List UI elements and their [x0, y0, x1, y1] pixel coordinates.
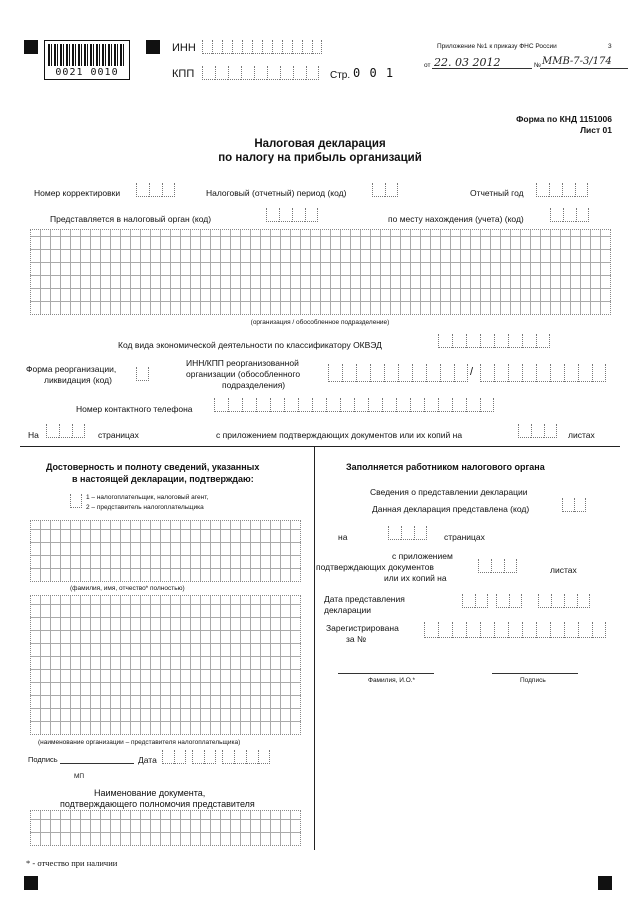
- input-cell[interactable]: [267, 66, 280, 80]
- organization-name-grid[interactable]: [30, 229, 611, 315]
- input-cell[interactable]: [215, 66, 228, 80]
- input-cell[interactable]: [204, 750, 216, 764]
- input-cell[interactable]: [328, 364, 342, 382]
- input-cell[interactable]: [536, 183, 549, 197]
- input-cell[interactable]: [340, 398, 354, 412]
- input-cell[interactable]: [564, 622, 578, 638]
- reorg-inn-label-1: ИНН/КПП реорганизованной: [186, 358, 299, 368]
- input-cell[interactable]: [522, 622, 536, 638]
- page-value: 0 0 1: [353, 66, 395, 80]
- input-cell[interactable]: [254, 66, 267, 80]
- input-cell[interactable]: [509, 594, 522, 608]
- corner-marker-bottom-left: [24, 876, 38, 890]
- corner-marker-top-left: [24, 40, 38, 54]
- input-cell[interactable]: [494, 364, 508, 382]
- input-cell[interactable]: [508, 622, 522, 638]
- input-cell[interactable]: [293, 66, 306, 80]
- corner-marker-bottom-right: [598, 876, 612, 890]
- input-cell[interactable]: [266, 208, 279, 222]
- stamp-label: МП: [74, 773, 85, 780]
- input-cell[interactable]: [480, 364, 494, 382]
- input-cell[interactable]: [136, 183, 149, 197]
- reorg-inn-cells[interactable]: [328, 364, 468, 382]
- input-cell[interactable]: [454, 364, 468, 382]
- input-cell[interactable]: [578, 364, 592, 382]
- input-cell[interactable]: [462, 594, 475, 608]
- input-cell[interactable]: [246, 750, 258, 764]
- input-cell[interactable]: [312, 40, 322, 54]
- input-cell[interactable]: [356, 364, 370, 382]
- input-cell[interactable]: [298, 398, 312, 412]
- input-cell[interactable]: [480, 398, 494, 412]
- input-cell[interactable]: [252, 40, 262, 54]
- input-cell[interactable]: [574, 498, 586, 512]
- input-cell[interactable]: [222, 750, 234, 764]
- signature-label: Подпись: [28, 755, 58, 764]
- input-cell[interactable]: [480, 622, 494, 638]
- inn-cells[interactable]: [202, 40, 322, 54]
- office-title: Заполняется работником налогового органа: [346, 462, 545, 472]
- input-cell[interactable]: [563, 208, 576, 222]
- input-cell[interactable]: [575, 183, 588, 197]
- input-cell[interactable]: [326, 398, 340, 412]
- phone-cells[interactable]: [214, 398, 494, 412]
- input-cell[interactable]: [577, 594, 590, 608]
- input-cell[interactable]: [228, 66, 241, 80]
- page-number: 3: [608, 43, 612, 50]
- order-no-label: №: [534, 62, 541, 69]
- input-cell[interactable]: [292, 208, 305, 222]
- input-cell[interactable]: [342, 364, 356, 382]
- knd-code: Форма по КНД 1151006: [516, 114, 612, 124]
- tax-period-cells[interactable]: [372, 183, 398, 197]
- officer-sign-line[interactable]: [492, 673, 578, 674]
- tax-authority-label: Представляется в налоговый орган (код): [50, 214, 212, 224]
- signature-line[interactable]: [60, 763, 134, 764]
- input-cell[interactable]: [232, 40, 242, 54]
- column-divider: [314, 446, 315, 850]
- input-cell[interactable]: [466, 622, 480, 638]
- input-cell[interactable]: [401, 526, 414, 540]
- tax-period-label: Налоговый (отчетный) период (код): [206, 188, 347, 198]
- fio-caption: (фамилия, имя, отчество* полностью): [70, 585, 185, 592]
- representative-org-caption: (наименование организации – представителя налогоплательщика): [38, 739, 241, 746]
- input-cell[interactable]: [368, 398, 382, 412]
- registered-label-2: за №: [346, 634, 367, 644]
- input-cell[interactable]: [592, 364, 606, 382]
- signer-option-2: 2 – представитель налогоплательщика: [86, 504, 204, 511]
- report-year-label: Отчетный год: [470, 188, 524, 198]
- input-cell[interactable]: [312, 398, 326, 412]
- input-cell[interactable]: [388, 526, 401, 540]
- input-cell[interactable]: [508, 334, 522, 348]
- input-cell[interactable]: [578, 622, 592, 638]
- reorg-inn-label-2: организации (обособленного: [186, 369, 301, 379]
- location-cells[interactable]: [550, 208, 589, 222]
- input-cell[interactable]: [398, 364, 412, 382]
- date-day-cells[interactable]: [162, 750, 186, 764]
- input-cell[interactable]: [270, 398, 284, 412]
- input-cell[interactable]: [480, 334, 494, 348]
- input-cell[interactable]: [262, 40, 272, 54]
- input-cell[interactable]: [536, 334, 550, 348]
- input-cell[interactable]: [396, 398, 410, 412]
- inn-label: ИНН: [172, 42, 196, 54]
- corner-marker-top-mid: [146, 40, 160, 54]
- tax-authority-cells[interactable]: [266, 208, 318, 222]
- input-cell[interactable]: [136, 367, 149, 381]
- input-cell[interactable]: [284, 398, 298, 412]
- phone-label: Номер контактного телефона: [76, 404, 193, 414]
- input-cell[interactable]: [522, 334, 536, 348]
- form-title-line2: по налогу на прибыль организаций: [218, 152, 422, 164]
- input-cell[interactable]: [302, 40, 312, 54]
- input-cell[interactable]: [372, 183, 385, 197]
- pages-count-cells[interactable]: [46, 424, 85, 438]
- signer-fio-grid[interactable]: [30, 520, 301, 582]
- input-cell[interactable]: [424, 398, 438, 412]
- input-cell[interactable]: [508, 364, 522, 382]
- input-cell[interactable]: [452, 622, 466, 638]
- submitted-code-cells[interactable]: [562, 498, 586, 512]
- location-label: по месту нахождения (учета) (код): [388, 214, 524, 224]
- input-cell[interactable]: [306, 66, 319, 80]
- section-divider: [20, 446, 620, 447]
- input-cell[interactable]: [440, 364, 454, 382]
- input-cell[interactable]: [242, 40, 252, 54]
- input-cell[interactable]: [72, 424, 85, 438]
- input-cell[interactable]: [564, 594, 577, 608]
- officer-fio-line[interactable]: [338, 673, 434, 674]
- office-attach-3: или их копий на: [384, 573, 447, 583]
- input-cell[interactable]: [466, 398, 480, 412]
- confirm-title-1: Достоверность и полноту сведений, указанных: [46, 462, 260, 472]
- attach-sheets-cells[interactable]: [518, 424, 557, 438]
- representative-org-grid[interactable]: [30, 595, 301, 735]
- input-cell[interactable]: [162, 183, 175, 197]
- barcode: [44, 40, 130, 80]
- input-cell[interactable]: [475, 594, 488, 608]
- input-cell[interactable]: [562, 498, 574, 512]
- reorg-kpp-cells[interactable]: [480, 364, 606, 382]
- input-cell[interactable]: [466, 334, 480, 348]
- office-pages-cells[interactable]: [388, 526, 427, 540]
- input-cell[interactable]: [426, 364, 440, 382]
- kpp-label: КПП: [172, 68, 195, 80]
- input-cell[interactable]: [384, 364, 398, 382]
- authority-doc-label-1: Наименование документа,: [94, 788, 206, 798]
- page-label: Стр.: [330, 70, 351, 81]
- authority-doc-label-2: подтверждающего полномочия представителя: [60, 799, 255, 809]
- input-cell[interactable]: [564, 364, 578, 382]
- reorg-form-label-2: ликвидация (код): [44, 375, 112, 385]
- input-cell[interactable]: [59, 424, 72, 438]
- barcode-bars: [48, 44, 126, 66]
- input-cell[interactable]: [256, 398, 270, 412]
- input-cell[interactable]: [550, 622, 564, 638]
- date-month-cells[interactable]: [192, 750, 216, 764]
- input-cell[interactable]: [494, 334, 508, 348]
- registration-number-cells[interactable]: [424, 622, 606, 638]
- input-cell[interactable]: [192, 750, 204, 764]
- input-cell[interactable]: [549, 183, 562, 197]
- input-cell[interactable]: [592, 622, 606, 638]
- input-cell[interactable]: [518, 424, 531, 438]
- pages-on-label: На: [28, 430, 39, 440]
- barcode-number: 0021 0010: [55, 67, 119, 78]
- submit-date-label-1: Дата представления: [324, 594, 405, 604]
- submit-date-month-cells[interactable]: [496, 594, 522, 608]
- input-cell[interactable]: [258, 750, 270, 764]
- submit-date-year-cells[interactable]: [538, 594, 590, 608]
- submission-info: Сведения о представлении декларации: [370, 487, 528, 497]
- input-cell[interactable]: [242, 398, 256, 412]
- input-cell[interactable]: [241, 66, 254, 80]
- input-cell[interactable]: [46, 424, 59, 438]
- input-cell[interactable]: [544, 424, 557, 438]
- reorg-inn-label-3: подразделения): [222, 380, 286, 390]
- okved-cells[interactable]: [438, 334, 550, 348]
- office-attach-2: подтверждающих документов: [316, 562, 434, 572]
- input-cell[interactable]: [522, 364, 536, 382]
- input-cell[interactable]: [280, 66, 293, 80]
- organization-caption: (организация / обособленное подразделение): [250, 319, 390, 326]
- attach-label: с приложением подтверждающих документов или их копий на: [216, 430, 463, 440]
- input-cell[interactable]: [214, 398, 228, 412]
- office-pages-label: страницах: [444, 532, 485, 542]
- input-cell[interactable]: [279, 208, 292, 222]
- order-date: 22. 03 2012: [434, 56, 501, 69]
- input-cell[interactable]: [385, 183, 398, 197]
- input-cell[interactable]: [562, 183, 575, 197]
- form-title-line1: Налоговая декларация: [254, 138, 386, 150]
- input-cell[interactable]: [536, 364, 550, 382]
- input-cell[interactable]: [222, 40, 232, 54]
- input-cell[interactable]: [202, 40, 212, 54]
- submitted-code-label: Данная декларация представлена (код): [372, 504, 530, 514]
- input-cell[interactable]: [410, 398, 424, 412]
- pages-label: страницах: [98, 430, 139, 440]
- input-cell[interactable]: [370, 364, 384, 382]
- signer-option-1: 1 – налогоплательщик, налоговый агент,: [86, 494, 209, 501]
- input-cell[interactable]: [212, 40, 222, 54]
- reorg-form-label-1: Форма реорганизации,: [26, 364, 117, 374]
- date-year-cells[interactable]: [222, 750, 270, 764]
- input-cell[interactable]: [414, 526, 427, 540]
- correction-label: Номер корректировки: [34, 188, 121, 198]
- input-cell[interactable]: [550, 364, 564, 382]
- signer-type-cell[interactable]: [70, 494, 82, 508]
- input-cell[interactable]: [550, 208, 563, 222]
- input-cell[interactable]: [494, 622, 508, 638]
- input-cell[interactable]: [536, 622, 550, 638]
- officer-sign-caption: Подпись: [520, 677, 546, 684]
- input-cell[interactable]: [305, 208, 318, 222]
- input-cell[interactable]: [452, 398, 466, 412]
- input-cell[interactable]: [174, 750, 186, 764]
- input-cell[interactable]: [576, 208, 589, 222]
- input-cell[interactable]: [282, 40, 292, 54]
- input-cell[interactable]: [452, 334, 466, 348]
- input-cell[interactable]: [478, 559, 491, 573]
- sheet-label: Лист 01: [580, 125, 612, 135]
- input-cell[interactable]: [538, 594, 551, 608]
- report-year-cells[interactable]: [536, 183, 588, 197]
- input-cell[interactable]: [496, 594, 509, 608]
- order-no-underline: [540, 68, 628, 69]
- input-cell[interactable]: [272, 40, 282, 54]
- reorg-form-cell[interactable]: [136, 367, 149, 381]
- input-cell[interactable]: [424, 622, 438, 638]
- office-attach-1: с приложением: [392, 551, 453, 561]
- submit-date-label-2: декларации: [324, 605, 372, 615]
- kpp-cells[interactable]: [202, 66, 319, 80]
- input-cell[interactable]: [162, 750, 174, 764]
- input-cell[interactable]: [438, 622, 452, 638]
- authority-doc-grid[interactable]: [30, 810, 301, 846]
- input-cell[interactable]: [228, 398, 242, 412]
- order-no: ММВ-7-3/174: [542, 56, 612, 67]
- input-cell[interactable]: [412, 364, 426, 382]
- submit-date-day-cells[interactable]: [462, 594, 488, 608]
- office-sheets-cells[interactable]: [478, 559, 517, 573]
- input-cell[interactable]: [504, 559, 517, 573]
- registered-label-1: Зарегистрирована: [326, 623, 399, 633]
- footnote: * - отчество при наличии: [26, 858, 118, 868]
- office-sheets-label: листах: [550, 565, 577, 575]
- input-cell[interactable]: [551, 594, 564, 608]
- order-from-label: от: [424, 62, 431, 69]
- input-cell[interactable]: [491, 559, 504, 573]
- input-cell[interactable]: [354, 398, 368, 412]
- input-cell[interactable]: [202, 66, 215, 80]
- input-cell[interactable]: [70, 494, 82, 508]
- input-cell[interactable]: [531, 424, 544, 438]
- date-label: Дата: [138, 755, 157, 765]
- okved-label: Код вида экономической деятельности по классификатору ОКВЭД: [118, 340, 382, 350]
- input-cell[interactable]: [438, 334, 452, 348]
- input-cell[interactable]: [438, 398, 452, 412]
- reorg-slash: /: [470, 366, 474, 378]
- input-cell[interactable]: [292, 40, 302, 54]
- input-cell[interactable]: [234, 750, 246, 764]
- officer-fio-caption: Фамилия, И.О.*: [368, 677, 416, 684]
- appendix-text: Приложение №1 к приказу ФНС России: [437, 43, 557, 50]
- input-cell[interactable]: [149, 183, 162, 197]
- sheets-label: листах: [568, 430, 595, 440]
- correction-cells[interactable]: [136, 183, 175, 197]
- confirm-title-2: в настоящей декларации, подтверждаю:: [72, 474, 254, 484]
- input-cell[interactable]: [382, 398, 396, 412]
- order-date-underline: [432, 68, 532, 69]
- office-on-label: на: [338, 532, 348, 542]
